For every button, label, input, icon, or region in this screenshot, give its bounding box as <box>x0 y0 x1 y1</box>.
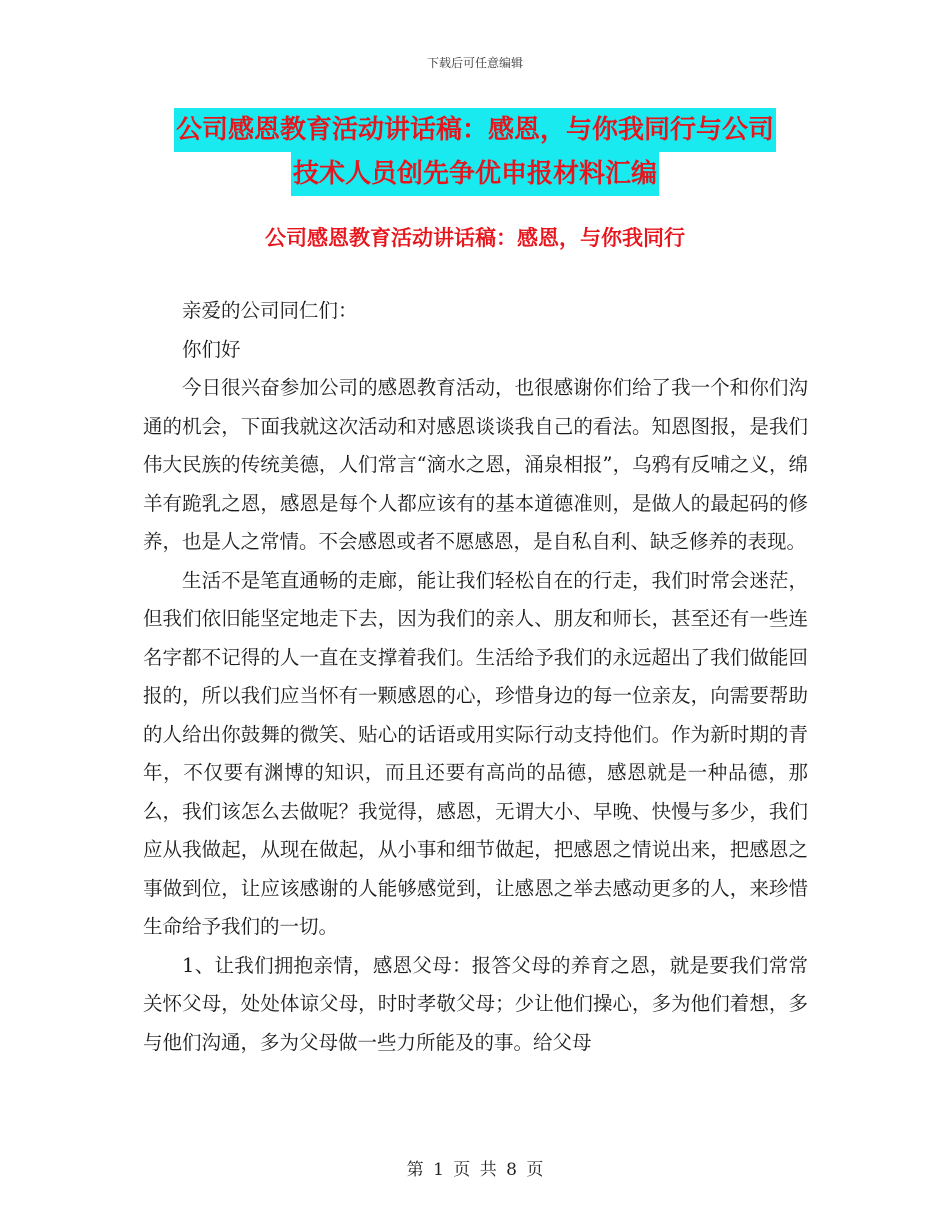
document-title <box>0 108 950 196</box>
section-title: 公司感恩教育活动讲话稿：感恩，与你我同行 <box>265 226 685 250</box>
page-header-note: 下载后可任意编辑 <box>426 56 523 70</box>
title-line-1: 公司感恩教育活动讲话稿：感恩，与你我同行与公司 <box>174 108 776 152</box>
paragraph-greeting: 你们好 <box>182 337 241 361</box>
paragraph: 今日很兴奋参加公司的感恩教育活动，也很感谢你们给了我一个和你们沟通的机会，下面我就这次活动和对感恩谈谈我自己的看法。知恩图报，是我们伟大民族的传统美德，人们常言“滴水之恩，涌泉相报”，乌鸦有反哺之义，绵羊有跪乳之恩，感恩是每个人都应该有的基本道德准则，是做人的最起码的修养，也是人之常情。不会感恩或者不愿感恩，是自私自利、缺乏修养的表现。 <box>143 376 808 553</box>
title-line-2: 技术人员创先争优申报材料汇编 <box>291 152 659 196</box>
paragraph-salutation: 亲爱的公司同仁们： <box>182 299 358 322</box>
page-number: 第 1 页 共 8 页 <box>406 1160 544 1180</box>
paragraph: 1、让我们拥抱亲情，感恩父母：报答父母的养育之恩，就是要我们常常关怀父母，处处体谅父母，时时孝敬父母；少让他们操心，多为他们着想，多与他们沟通，多为父母做一些力所能及的事。给父母 <box>143 953 808 1054</box>
document-body <box>143 292 808 1062</box>
paragraph: 生活不是笔直通畅的走廊，能让我们轻松自在的行走，我们时常会迷茫，但我们依旧能坚定地走下去，因为我们的亲人、朋友和师长，甚至还有一些连名字都不记得的人一直在支撑着我们。生活给予我们的永远超出了我们做能回报的，所以我们应当怀有一颗感恩的心，珍惜身边的每一位亲友，向需要帮助的人给出你鼓舞的微笑、贴心的话语或用实际行动支持他们。作为新时期的青年，不仅要有渊博的知识，而且还要有高尚的品德，感恩就是一种品德，那么，我们该怎么去做呢？我觉得，感恩，无谓大小、早晚、快慢与多少，我们应从我做起，从现在做起，从小事和细节做起，把感恩之情说出来，把感恩之事做到位，让应该感谢的人能够感觉到，让感恩之举去感动更多的人，来珍惜生命给予我们的一切。 <box>143 568 808 938</box>
